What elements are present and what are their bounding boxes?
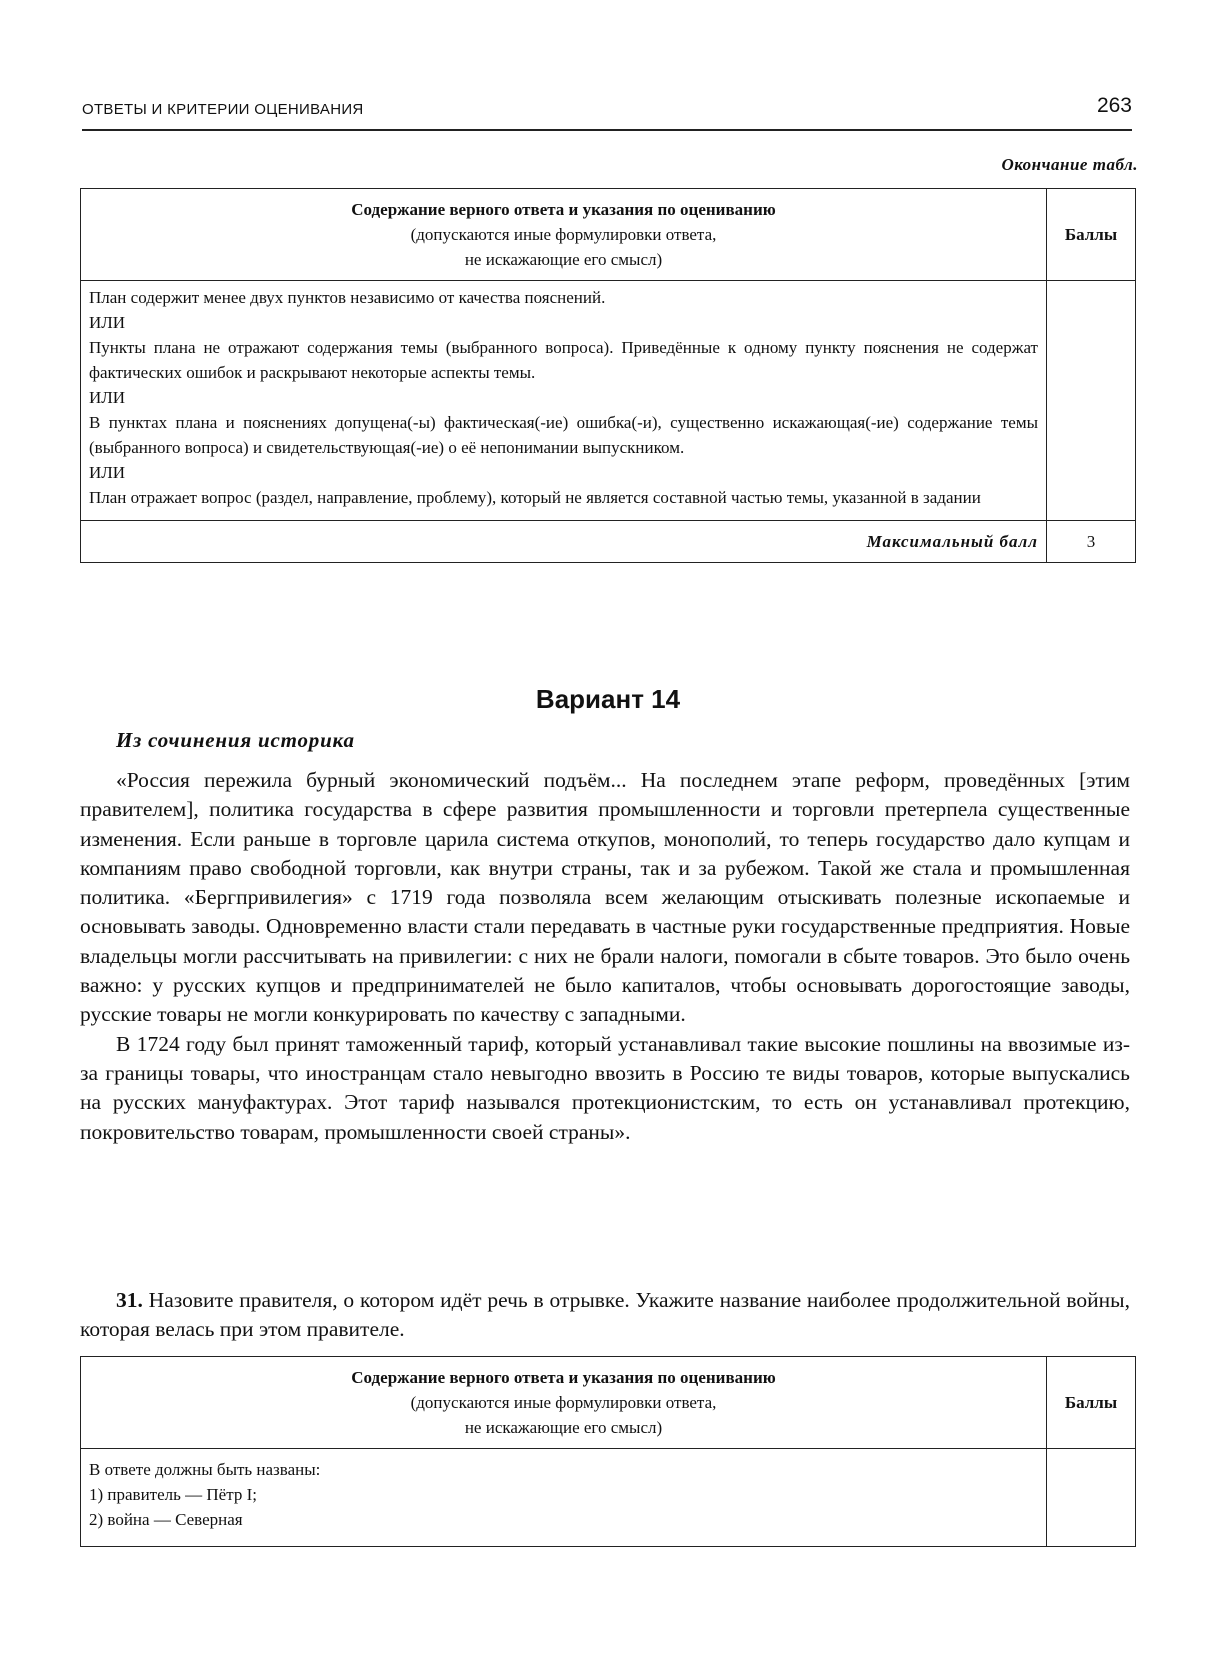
or-separator: ИЛИ xyxy=(89,313,126,332)
criteria-cell xyxy=(81,281,1047,521)
content-header xyxy=(81,1357,1047,1449)
header-line: (допускаются иные формулировки ответа, xyxy=(410,225,717,244)
excerpt xyxy=(80,766,1130,1147)
answer-line: 1) правитель — Пётр I; xyxy=(89,1485,257,1504)
table-row xyxy=(81,281,1136,521)
question-text: Назовите правителя, о котором идёт речь в отрывке. Укажите название наиболее продолжительной войны, которая велась при этом правителе. xyxy=(80,1288,1130,1342)
header-line: (допускаются иные формулировки ответа, xyxy=(410,1393,717,1412)
header-line: не искажающие его смысл) xyxy=(464,250,663,269)
content-header xyxy=(81,189,1047,281)
points-header: Баллы xyxy=(1047,189,1136,281)
max-score-label: Максимальный балл xyxy=(81,521,1047,563)
header-line: не искажающие его смысл) xyxy=(464,1418,663,1437)
criterion: В пунктах плана и пояснениях допущена(-ы) фактическая(-ие) ошибка(-и), существенно искажающая(-ие) содержание темы (выбранного вопроса) и свидетельствующая(-ие) о её непонимании выпускником. xyxy=(89,413,1038,457)
header-line: Содержание верного ответа и указания по оцениванию xyxy=(351,200,776,219)
max-score-row xyxy=(81,521,1136,563)
max-score-value: 3 xyxy=(1047,521,1136,563)
source-title: Из сочинения историка xyxy=(116,728,355,752)
or-separator: ИЛИ xyxy=(89,463,126,482)
criteria-table-2 xyxy=(80,1356,1136,1547)
answer-line: 2) война — Северная xyxy=(89,1510,243,1529)
excerpt-paragraph: «Россия пережила бурный экономический подъём... На последнем этапе реформ, проведённых [этим правителем], политика государства в сфере развития промышленности и торговли претерпела существенные изменения. Если раньше в торговле царила система откупов, монополий, то теперь государство дало купцам и компаниям право свободной торговли, как внутри страны, так и за рубежом. Такой же стала и промышленная политика. «Бергпривилегия» с 1719 года позволяла всем желающим отыскивать полезные ископаемые и основывать заводы. Одновременно власти стали передавать в частные руки государственные предприятия. Новые владельцы могли рассчитывать на привилегии: с них не брали налоги, помогали в сбыте товаров. Это было очень важно: у русских купцов и предпринимателей не было капиталов, чтобы основывать дорогостоящие заводы, русские товары не могли конкурировать по качеству с западными. xyxy=(80,768,1130,1027)
answer-line: В ответе должны быть названы: xyxy=(89,1460,321,1479)
points-cell xyxy=(1047,281,1136,521)
running-head-title: ОТВЕТЫ И КРИТЕРИИ ОЦЕНИВАНИЯ xyxy=(82,101,364,118)
table-header-row xyxy=(81,1357,1136,1449)
variant-title: Вариант 14 xyxy=(535,684,681,714)
question-number: 31. xyxy=(116,1288,143,1312)
page-number: 263 xyxy=(1096,94,1132,117)
header-line: Содержание верного ответа и указания по оцениванию xyxy=(351,1368,776,1387)
or-separator: ИЛИ xyxy=(89,388,126,407)
criteria-table-1 xyxy=(80,188,1136,563)
criterion: Пункты плана не отражают содержания темы (выбранного вопроса). Приведённые к одному пункту пояснения не содержат фактических ошибок и раскрывают некоторые аспекты темы. xyxy=(89,338,1038,382)
answer-cell xyxy=(81,1449,1047,1547)
running-head xyxy=(82,94,1132,118)
table-header-row xyxy=(81,189,1136,281)
question xyxy=(80,1286,1130,1345)
points-cell xyxy=(1047,1449,1136,1547)
criterion: План отражает вопрос (раздел, направление, проблему), который не является составной частью темы, указанной в задании xyxy=(89,488,981,507)
table-continuation-label: Окончание табл. xyxy=(1001,155,1138,174)
header-rule xyxy=(82,129,1132,131)
table-row xyxy=(81,1449,1136,1547)
points-header: Баллы xyxy=(1047,1357,1136,1449)
criterion: План содержит менее двух пунктов независимо от качества пояснений. xyxy=(89,288,606,307)
excerpt-paragraph: В 1724 году был принят таможенный тариф, который устанавливал такие высокие пошлины на ввозимые из-за границы товары, что иностранцам стало невыгодно ввозить в Россию те виды товаров, которые выпускались на русских мануфактурах. Этот тариф назывался протекционистским, то есть он устанавливал протекцию, покровительство товарам, промышленности своей страны». xyxy=(80,1031,1130,1144)
